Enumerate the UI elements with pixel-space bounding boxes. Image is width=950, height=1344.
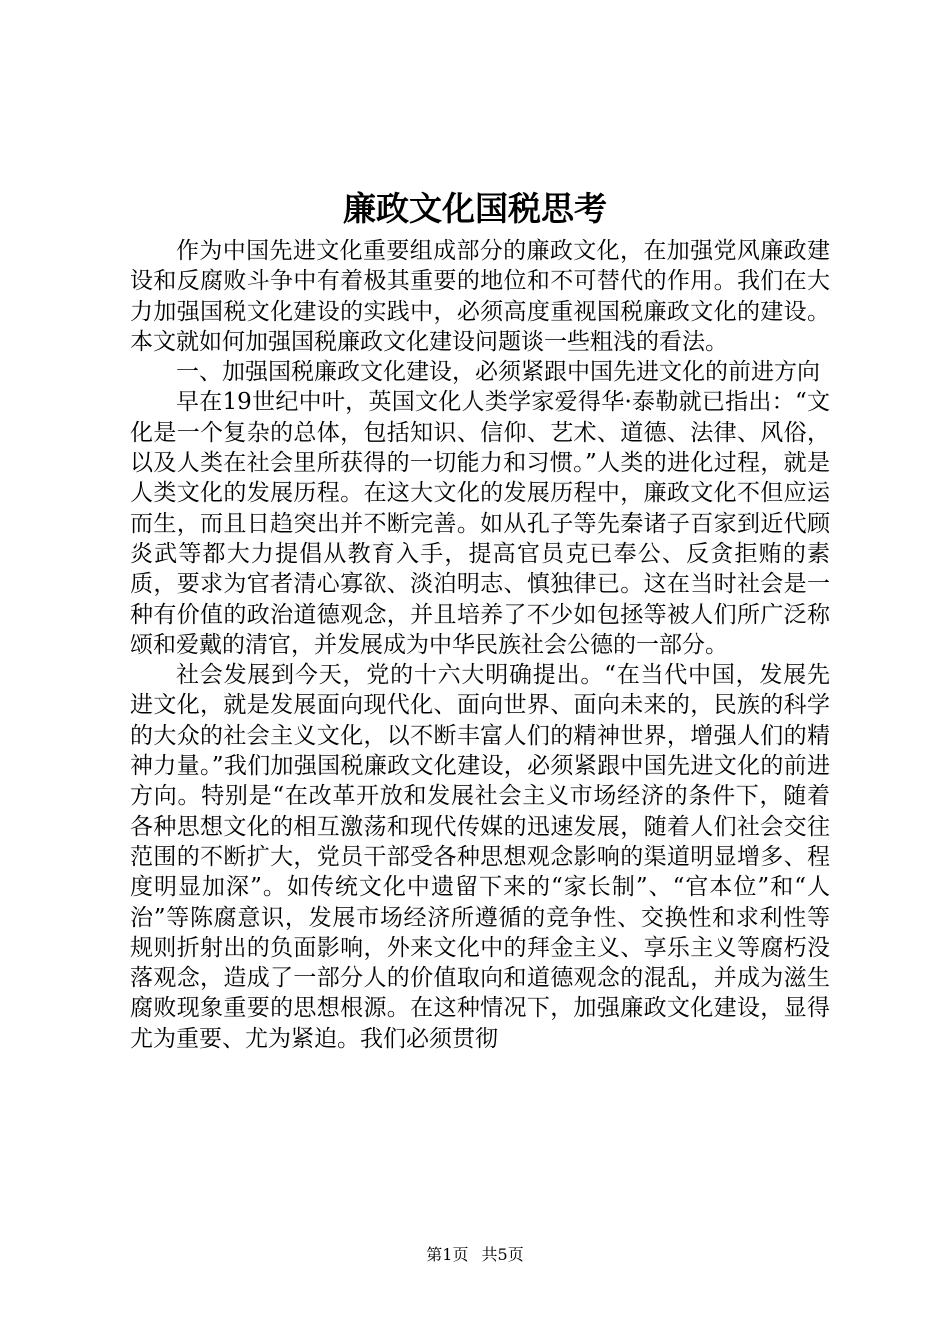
section-heading-1: 一、加强国税廉政文化建设，必须紧跟中国先进文化的前进方向 [176,359,820,386]
page-total: 共5页 [481,1245,524,1264]
page-footer [0,1244,950,1266]
paragraph-history: 早在19世纪中叶，英国文化人类学家爱得华·泰勒就已指出：“文化是一个复杂的总体，包括知识、信仰、艺术、道德、法律、风俗，以及人类在社会里所获得的一切能力和习惯。”人类的进化过程，就是人类文化的发展历程。在这大文化的发展历程中，廉政文化不但应运而生，而且日趋突出并不断完善。如从孔子等先秦诸子百家到近代顾炎武等都大力提倡从教育入手，提高官员克已奉公、反贪拒贿的素质，要求为官者清心寡欲、淡泊明志、慎独律已。这在当时社会是一种有价值的政治道德观念，并且培养了不少如包拯等被人们所广泛称颂和爱戴的清官，并发展成为中华民族社会公德的一部分。 [130,389,830,658]
page-number: 第1页 [426,1245,469,1264]
paragraph-modern: 社会发展到今天，党的十六大明确提出。“在当代中国，发展先进文化，就是发展面向现代化、面向世界、面向未来的，民族的科学的大众的社会主义文化，以不断丰富人们的精神世界，增强人们的精神力量。”我们加强国税廉政文化建设，必须紧跟中国先进文化的前进方向。特别是“在改革开放和发展社会主义市场经济的条件下，随着各种思想文化的相互激荡和现代传媒的迅速发展，随着人们社会交往范围的不断扩大，党员干部受各种思想观念影响的渠道明显增多、程度明显加深”。如传统文化中遗留下来的“家长制”、“官本位”和“人治”等陈腐意识，发展市场经济所遵循的竞争性、交换性和求利性等规则折射出的负面影响，外来文化中的拜金主义、享乐主义等腐朽没落观念，造成了一部分人的价值取向和道德观念的混乱，并成为滋生腐败现象重要的思想根源。在这种情况下，加强廉政文化建设，显得尤为重要、尤为紧迫。我们必须贯彻 [130,662,830,1052]
paragraph-intro: 作为中国先进文化重要组成部分的廉政文化，在加强党风廉政建设和反腐败斗争中有着极其重要的地位和不可替代的作用。我们在大力加强国税文化建设的实践中，必须高度重视国税廉政文化的建设。本文就如何加强国税廉政文化建设问题谈一些粗浅的看法。 [130,238,830,355]
document-body [130,236,830,1054]
document-title: 廉政文化国税思考 [343,189,607,228]
